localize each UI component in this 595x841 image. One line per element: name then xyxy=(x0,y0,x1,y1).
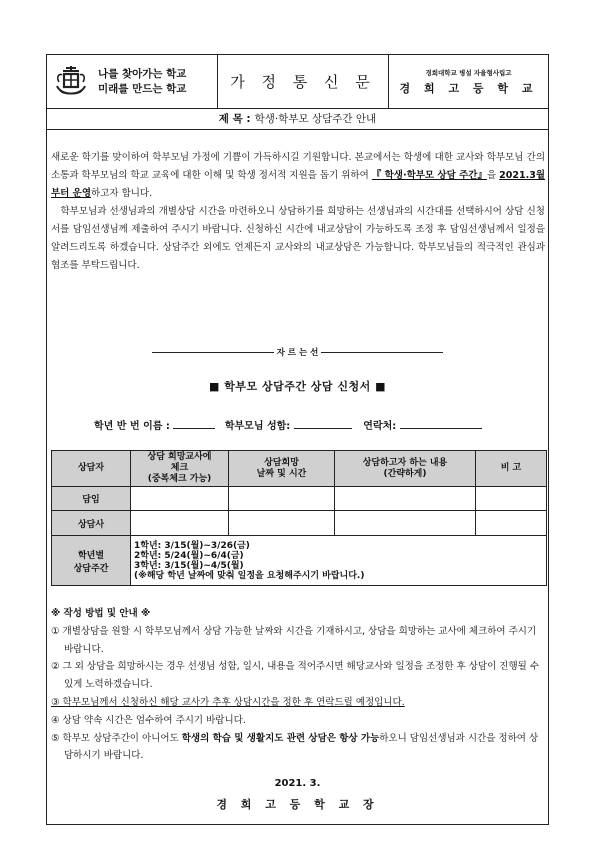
guide-item-2: ② 그 외 상담을 희망하시는 경우 선생님 성함, 일시, 내용을 적어주시면 해당교사와 일정을 조정한 후 상담이 진행될 수 있게 노력하겠습니다. xyxy=(51,661,540,691)
counselor-remarks-cell[interactable] xyxy=(476,511,547,536)
guide-item-3: ③ 학부모님께서 신청하신 해당 교사가 추후 상담시간을 정한 후 연락드릴 예정입니다. xyxy=(51,696,405,708)
newsletter-header xyxy=(47,55,548,109)
guide-item-5 xyxy=(51,730,545,766)
header-check-line-1: 상담 희망교사에 xyxy=(147,452,212,462)
applicant-info-line xyxy=(94,417,482,432)
contact-field[interactable] xyxy=(400,418,482,429)
header-remarks: 비 고 xyxy=(476,451,547,487)
intro-p1-part-e: 하고자 합니다. xyxy=(91,188,153,199)
intro-paragraph-2: 학부모님과 선생님과의 개별상담 시간을 마련하오니 상담하기를 희망하는 선생님과의 시간대를 선택하시어 상담 신청서를 담임선생님께 제출하여 주시기 바랍니다. 신청하신 시간에 내교상담이 가능하도록 조정 후 담임선생님께서 일정을 알려드리도록 하겠습니다. 상담주간 외에도 언제든지 교사와의 내교상담은 가능합니다. 학부모님들의 적극적인 관심과 협조를 부탁드립니다. xyxy=(51,206,545,271)
homeroom-content-cell[interactable] xyxy=(335,487,476,511)
row-label-counselor: 상담사 xyxy=(52,511,131,536)
period-label-line-1: 학년별 xyxy=(77,550,105,561)
guide-title: ※ 작성 방법 및 안내 ※ xyxy=(51,608,151,619)
slogan-line-1: 나를 찾아가는 학교 xyxy=(98,67,187,80)
row-label-period xyxy=(52,536,131,586)
subject-label: 제 목 : xyxy=(218,113,251,125)
student-name-field[interactable] xyxy=(173,418,215,429)
table-row xyxy=(52,511,547,536)
header-datetime-line-1: 상담희망 xyxy=(264,457,299,468)
cut-dash-right xyxy=(321,352,443,353)
header-content xyxy=(335,451,476,487)
table-header-row xyxy=(52,451,547,487)
program-name: 『 학생·학부모 상담 주간』 xyxy=(371,170,487,181)
form-title: ■ 학부모 상담주간 상담 신청서 ■ xyxy=(209,380,386,393)
homeroom-check-cell[interactable] xyxy=(131,487,229,511)
student-label: 학년 반 번 이름 : xyxy=(94,421,170,432)
period-label-line-2: 상담주간 xyxy=(73,563,109,574)
header-right xyxy=(389,55,548,108)
program-start: 2021.3월부터 운영 xyxy=(51,170,545,199)
guide-item-1: ① 개별상담을 원할 시 학부모님께서 상담 가능한 날짜와 시간을 기재하시고, 상담을 희망하는 교사에 체크하여 주시기 바랍니다. xyxy=(51,625,537,655)
principal-signature: 경 희 고 등 학 교 장 xyxy=(216,798,379,811)
school-subtitle: 경희대학교 병설 자율형사립고 xyxy=(425,68,512,77)
header-check-line-2: 체크 xyxy=(170,463,189,473)
subject-row xyxy=(47,108,548,130)
slogan-line-2: 미래를 만드는 학교 xyxy=(98,82,187,95)
counselor-content-cell[interactable] xyxy=(335,511,476,536)
slogan-block xyxy=(98,67,186,97)
cut-line-label: 자 르 는 선 xyxy=(276,348,319,358)
parent-label: 학부모님 성함: xyxy=(224,421,291,432)
header-content-line-2: (간략하게) xyxy=(383,468,427,479)
application-table xyxy=(51,450,547,586)
parent-name-field[interactable] xyxy=(294,418,352,429)
header-datetime-line-2: 날짜 및 시간 xyxy=(256,468,307,479)
header-left xyxy=(47,55,218,108)
newsletter-title: 가 정 통 신 문 xyxy=(230,73,376,91)
guide-item-5-c: 하오니 담임선생님과 시간을 정하여 상담하시기 바랍니다. xyxy=(64,732,539,762)
guide-section xyxy=(51,605,545,765)
header-check-line-3: (중복체크 가능) xyxy=(147,474,212,484)
school-emblem-icon xyxy=(54,65,88,99)
intro-p1-part-c: 을 xyxy=(486,170,500,181)
subject-text: 학생·학부모 상담주간 안내 xyxy=(254,113,377,125)
table-row xyxy=(52,536,547,586)
cut-line xyxy=(47,346,548,358)
period-note: (※해당 학년 날짜에 맞춰 일정을 요청해주시기 바랍니다.) xyxy=(134,570,365,581)
period-grade-3: 3학년: 3/15(월)~4/5(월) xyxy=(134,560,244,571)
guide-item-5-emphasis: 학생의 학습 및 생활지도 관련 상담은 항상 가능 xyxy=(181,732,380,744)
guide-item-5-a: ⑤ 학부모 상담주간이 아니어도 xyxy=(51,732,182,744)
cut-dash-left xyxy=(152,352,274,353)
intro-paragraph-1 xyxy=(51,149,545,203)
homeroom-datetime-cell[interactable] xyxy=(229,487,335,511)
table-row xyxy=(52,487,547,511)
header-check xyxy=(131,451,229,487)
header-center xyxy=(218,55,389,108)
counselor-check-cell[interactable] xyxy=(131,511,229,536)
contact-label: 연락처: xyxy=(363,421,397,432)
header-counselor: 상담자 xyxy=(52,451,131,487)
header-content-line-1: 상담하고자 하는 내용 xyxy=(362,457,448,468)
counselor-datetime-cell[interactable] xyxy=(229,511,335,536)
period-schedule xyxy=(131,536,547,586)
period-grade-2: 2학년: 5/24(월)~6/4(금) xyxy=(134,550,244,561)
header-datetime xyxy=(229,451,335,487)
row-label-homeroom: 담임 xyxy=(52,487,131,511)
guide-item-4: ④ 상담 약속 시간은 엄수하여 주시기 바랍니다. xyxy=(51,714,246,726)
school-name: 경 희 고 등 학 교 xyxy=(399,81,538,95)
intro-text xyxy=(51,149,545,275)
intro-p1-part-a: 새로운 학기를 맞이하여 학부모님 가정에 기쁨이 가득하시길 기원합니다. 본교에서는 학생에 대한 교사와 학부모님 간의 소통과 학부모님의 학교 교육에 대한 이해 및 학생 정서적 지원을 돕기 위하여 xyxy=(51,152,545,181)
document-frame xyxy=(46,54,549,825)
period-grade-1: 1학년: 3/15(월)~3/26(금) xyxy=(134,540,250,551)
homeroom-remarks-cell[interactable] xyxy=(476,487,547,511)
issue-date: 2021. 3. xyxy=(274,778,321,789)
